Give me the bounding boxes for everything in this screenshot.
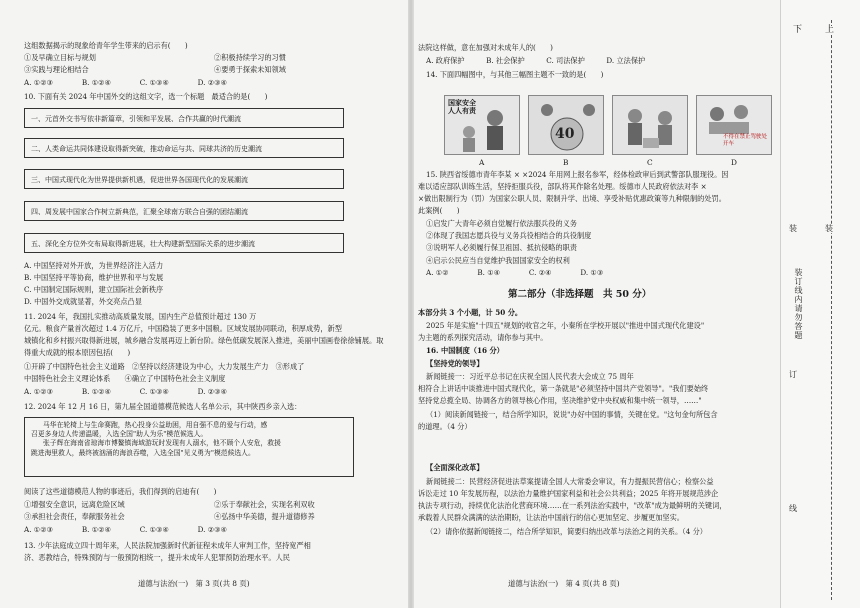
news-1-line-2: 相符合上讲话中谈推进中国式现代化，第一条就是"必须坚持中国共产党领导"。"我们要始终 [418,384,709,393]
q11-line-3: 城镇化和乡村振兴取得新进展，城乡融合发展再迈上新台阶。绿色低碳发展深入推进，美丽中国画卷徐徐铺展。取 [24,336,384,345]
q10-text-box-3: 三、中国式现代化为世界提供新机遇，促进世界各国现代化的发展潮流 [24,169,344,189]
news-1-line-1: 新闻链接一：习近平总书记在庆祝全国人民代表大会成立 75 周年 [426,372,634,381]
q10-text-box-4: 四、周发展中国家合作树立新典范，汇聚全球南方联合自强的团结潮流 [24,201,344,221]
q9-option-1: ①及早确立目标与规划 [24,53,96,62]
q15-choices: A. ①② B. ①④ C. ②④ D. ①③ [426,268,604,277]
binding-zhuang-label: 装 [825,224,833,233]
q15-line-2: 难以适应部队训练生活，坚持拒服兵役，部队将其作除名处理。绥德市人民政府依法对李 × [418,182,707,191]
q11-options-line-1: ①开辟了中国特色社会主义道路 ②坚持以经济建设为中心，大力发展生产力 ③形成了 [24,362,305,371]
q14-cartoon-strip [444,95,774,157]
q10-option-a: A. 中国坚持对外开放，为世界经济注入活力 [24,261,164,270]
q12-option-1: ①增强安全意识，远离危险区域 [24,500,125,509]
q13-line-3: 法院这样做，意在加强对未成年人的( ) [418,43,553,52]
binding-dash-line [831,20,832,600]
part-2-title: 第二部分（非选择题 共 50 分） [508,289,652,300]
q15-option-3: ③说明军人必须履行保卫祖国、抵抗侵略的职责 [426,243,577,252]
q14-stem: 14. 下面四幅图中，与其他三幅图主题不一致的是( ) [426,70,604,79]
binding-down-label: 下 [793,25,803,35]
q12-stem: 12. 2024 年 12 月 16 日，第九届全国道德模范候选人名单公示，其中陕西乡亲入选： [24,402,302,411]
q10-option-b: B. 中国坚持平等协商，维护世界和平与发展 [24,273,164,282]
q10-option-c: C. 中国制定国际规则，建立国际社会新秩序 [24,285,164,294]
part-2-note: 本部分共 3 个小题，计 50 分。 [418,308,523,317]
page-3 [0,0,410,608]
q16-1-line-1: （1）阅读新闻链接一，结合所学知识，说说"办好中国的事情，关键在党。"这句金句所包含 [426,410,718,419]
q16-title: 16. 中国制度（16 分） [426,346,504,355]
news-1-line-3: 坚持党总揽全局、协调各方的领导核心作用，坚决维护党中央权威和集中统一领导，……" [418,396,702,405]
q9-option-2: ②积极持续学习的习惯 [214,53,286,62]
cartoon-d [696,95,772,155]
subtopic-deepening-reform: 【全面深化改革】 [426,463,484,472]
q15-line-3: ×做出限制行为（罚）为国家公职人员、限制升学、出境、享受补贴优惠政策等九种限制的处罚。 [418,194,726,203]
cartoon-d-caption: 不得在禁止驾驶处开车 [723,134,768,147]
q12-quote-para-1b: 召更多身边人传递温暖，入选全国"助人为乐"模范候选人。 [31,430,208,439]
caption-a: A [479,158,485,167]
page-4 [412,0,778,608]
q11-choices: A. ①②③ B. ①②④ C. ①③④ D. ②③④ [24,387,228,396]
cartoon-c-image [613,96,688,155]
q13-line-2: 济、恶教结合，特殊预防与一般预防相统一，提升未成年人犯罪预防治理水平。人民 [24,553,290,562]
binding-top-label: 上 [825,25,835,35]
cartoon-c [612,95,688,155]
q11-line-1: 11. 2024 年，我国扎实推动高质量发展，国内生产总值预计超过 130 万 [24,312,257,321]
q12-quote-para-2b: 跳进海里救人，最终被汹涌的海浪吞噬，入选全国"见义勇为"模范候选人。 [31,448,255,457]
q12-ask: 阅读了这些道德模范人物的事迹后，我们得到的启迪有( ) [24,487,217,496]
binding-zhuang-label-outer: 装 [789,224,797,233]
q12-quote-para-2a: 张子辉在海南省琼海市博鳌镇海域游玩时发现有人溺水，他不顾个人安危，救援 [43,439,281,448]
news-2-line-4: 承载着人民群众满满的法治期盼，让法治中国前行的信心更加坚定、步履更加坚实。 [418,513,684,522]
q16-1-line-2: 的道理。（4 分） [418,422,472,431]
q15-option-1: ①启发广大青年必须自觉履行依法服兵役的义务 [426,219,577,228]
q12-quote-para-1a: 马华在轮椅上与生命赛跑，热心投身公益助困，用自强不息的爱与行动，感 [43,421,268,429]
binding-ding-label: 订 [789,370,797,379]
binding-margin [780,0,860,608]
binding-xian-label: 线 [789,504,797,513]
caption-b: B [563,158,569,167]
news-2-line-2: 诉讼走过 10 年发展历程，以法治力量维护国家利益和社会公共利益；2025 年将开展规范涉企 [418,489,719,498]
q11-options-line-2: 中国特色社会主义理论体系 ④确立了中国特色社会主义制度 [24,374,226,383]
intro-line-1: 2025 年是实施"十四五"规划的收官之年，小秦所在学校开展以"推进中国式现代化建设" [426,321,705,330]
cartoon-a [444,95,520,155]
q15-option-2: ②体现了我国志愿兵役与义务兵役相结合的兵役制度 [426,231,592,240]
q10-stem: 10. 下面有关 2024 年中国外交的这组文字，选一个标题 最适合的是( ) [24,92,268,101]
cartoon-a-caption: 国家安全人人有责 [448,98,476,115]
page-4-footer: 道德与法治(一) 第 4 页(共 8 页) [508,579,620,588]
q12-option-4: ④弘扬中华美德，提升道德修养 [214,512,315,521]
q12-option-2: ②乐于奉献社会，实现名利双收 [214,500,315,509]
news-2-line-3: 执法专项行动，持续优化法治化营商环境……在一系列法治实践中，"改革"成为最鲜明的关键词， [418,501,727,510]
q10-text-box-1: 一、元首外交书写依非新篇章，引领和平发展、合作共赢的时代潮流 [24,108,344,128]
cartoon-b [528,95,604,155]
q12-quote-box [24,417,354,477]
caption-d: D [731,158,737,167]
q11-line-4: 得重大成就的根本原因包括( ) [24,348,131,357]
binding-warning: 装订线内请勿答题 [794,268,803,340]
cartoon-b-number: 40 [555,126,575,142]
q15-line-4: 此案例( ) [418,206,460,215]
caption-c: C [647,158,653,167]
q15-option-4: ④启示公民应当自觉维护我国国家安全的权利 [426,256,570,265]
q9-option-4: ④要勇于探索未知领域 [214,65,286,74]
q10-text-box-2: 二、人类命运共同体建设取得新突破，推动命运与共、同球共济的历史潮流 [24,138,344,158]
q10-text-box-5: 五、深化全方位外交布局取得新进展，壮大构建新型国际关系的进步潮流 [24,233,344,253]
q10-option-d: D. 中国外交成就显著，外交亮点凸显 [24,297,142,306]
page-3-footer: 道德与法治(一) 第 3 页(共 8 页) [138,579,250,588]
q13-choices: A. 政府保护 B. 社会保护 C. 司法保护 D. 立法保护 [426,56,646,65]
q16-2: （2）请你依据新闻链接二，结合所学知识，简要归纳出改革与法治之间的关系。（4 分） [426,527,707,536]
q9-choices: A. ①②③ B. ①②④ C. ①③④ D. ②③④ [24,78,228,87]
news-2-line-1: 新闻链接二：民营经济促进法草案提请全国人大常委会审议，有力提振民营信心；检察公益 [426,477,714,486]
q12-option-3: ③承担社会责任，奉献服务社会 [24,512,125,521]
q9-option-3: ③实践与理论相结合 [24,65,89,74]
intro-line-2: 为主题的系列探究活动，请你参与其中。 [418,333,548,342]
q13-line-1: 13. 少年法庭成立四十周年来，人民法院加强新时代新征程未成年人审判工作，坚持宽严相 [24,541,311,550]
q9-stem: 这组数据揭示的现象给青年学生带来的启示有( ) [24,41,188,50]
q15-line-1: 15. 陕西省绥德市青年李某 × ×2024 年用网上报名参军，经体检政审后到武警部队服现役。因 [426,170,729,179]
subtopic-party-leadership: 【坚持党的领导】 [426,359,484,368]
q11-line-2: 亿元。粮食产量首次超过 1.4 万亿斤，中国稳装了更多中国粮。区域发展协同联动，积厚成势，新型 [24,324,342,333]
q12-choices: A. ①②③ B. ①②④ C. ①③④ D. ②③④ [24,525,228,534]
